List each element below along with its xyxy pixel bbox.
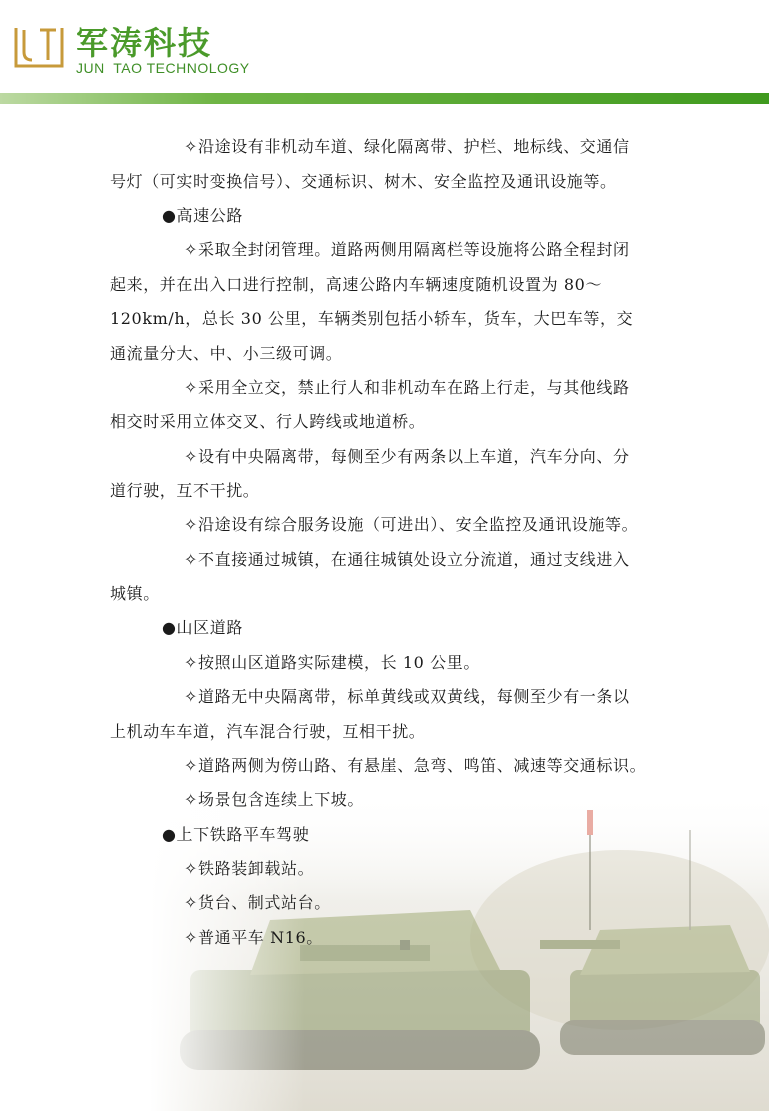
body-line: 道行驶，互不干扰。 [110, 481, 260, 500]
section-heading: ●山区道路 [162, 618, 243, 637]
brand-name-en: JUN TAO TECHNOLOGY [76, 60, 250, 76]
body-line: 起来，并在出入口进行控制，高速公路内车辆速度随机设置为 80～ [110, 275, 603, 294]
body-line: ✧道路无中央隔离带，标单黄线或双黄线，每侧至少有一条以 [184, 687, 630, 706]
body-line: 上机动车车道，汽车混合行驶，互相干扰。 [110, 722, 426, 741]
section-heading: ●高速公路 [162, 206, 243, 225]
body-line: 城镇。 [110, 584, 160, 603]
body-line: 号灯（可实时变换信号）、交通标识、树木、安全监控及通讯设施等。 [110, 172, 617, 191]
body-line: ✧货台、制式站台。 [184, 893, 331, 912]
body-line: ✧不直接通过城镇，在通往城镇处设立分流道，通过支线进入 [184, 550, 630, 569]
body-line: 120km/h，总长 30 公里，车辆类别包括小轿车，货车，大巴车等，交 [110, 309, 634, 328]
body-line: ✧沿途设有非机动车道、绿化隔离带、护栏、地标线、交通信 [184, 137, 630, 156]
body-line: ✧采取全封闭管理。道路两侧用隔离栏等设施将公路全程封闭 [184, 240, 630, 259]
body-line: 相交时采用立体交叉、行人跨线或地道桥。 [110, 412, 426, 431]
body-line: ✧道路两侧为傍山路、有悬崖、急弯、鸣笛、减速等交通标识。 [184, 756, 647, 775]
body-line: ✧场景包含连续上下坡。 [184, 790, 365, 809]
body-line: ✧设有中央隔离带，每侧至少有两条以上车道，汽车分向、分 [184, 447, 630, 466]
body-line: 通流量分大、中、小三级可调。 [110, 344, 343, 363]
brand-name-cn: 军涛科技 [76, 24, 213, 62]
section-heading: ●上下铁路平车驾驶 [162, 825, 310, 844]
body-line: ✧沿途设有综合服务设施（可进出）、安全监控及通讯设施等。 [184, 515, 639, 534]
body-line: ✧采用全立交，禁止行人和非机动车在路上行走，与其他线路 [184, 378, 630, 397]
body-line: ✧按照山区道路实际建模，长 10 公里。 [184, 653, 480, 672]
body-line: ✧普通平车 N16。 [184, 928, 323, 947]
body-line: ✧铁路装卸载站。 [184, 859, 315, 878]
